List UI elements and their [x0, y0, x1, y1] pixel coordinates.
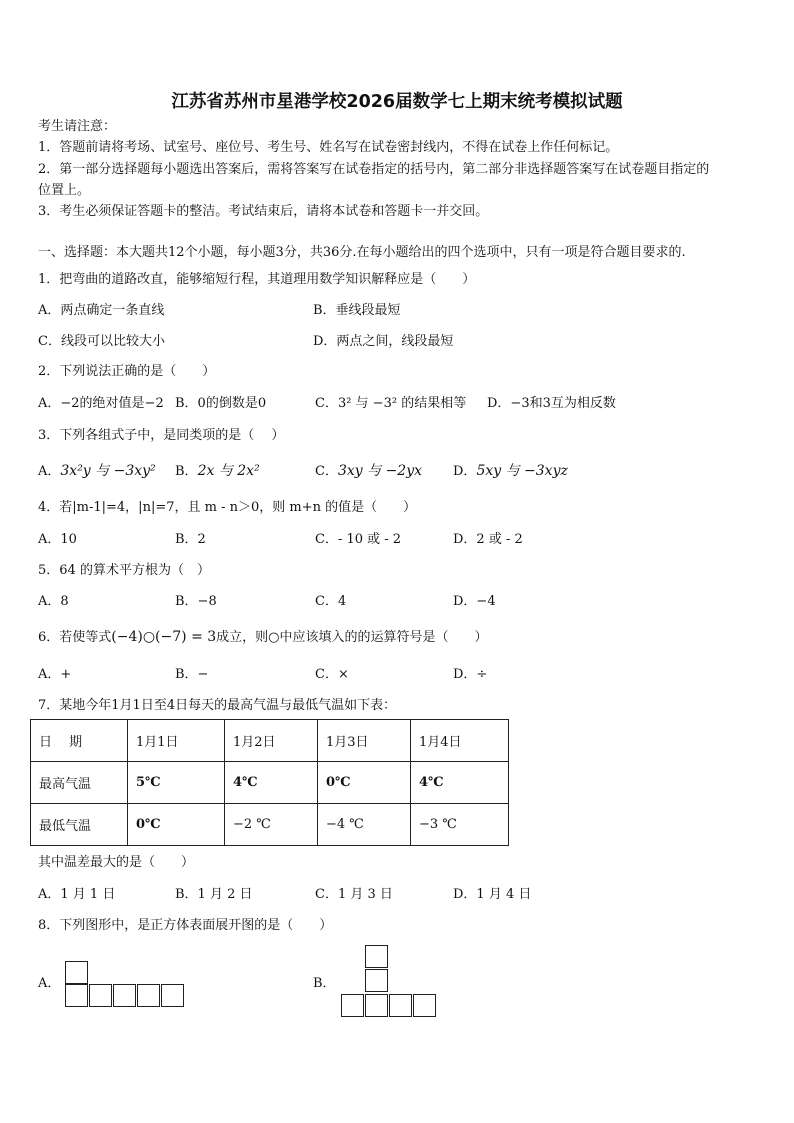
net-square: [161, 984, 184, 1007]
net-square: [89, 984, 112, 1007]
table-row: [31, 720, 509, 762]
notice-item-2-cont: 位置上。: [38, 183, 91, 198]
question-8-stem: 8．下列图形中，是正方体表面展开图的是（ ）: [38, 918, 333, 933]
table-cell: 0℃: [318, 762, 411, 804]
question-8-option-b: B．: [313, 976, 336, 991]
math-expression: (−4)○(−7) = 3: [111, 629, 217, 645]
table-cell: 1月3日: [318, 720, 411, 762]
math-expression: 3x²y 与 −3xy²: [60, 463, 156, 479]
table-cell: 最低气温: [31, 804, 128, 846]
table-cell: 日 期: [31, 720, 128, 762]
question-8-option-a: A．: [38, 976, 61, 991]
table-row: [31, 762, 509, 804]
question-7-stem: 7．某地今年1月1日至4日每天的最高气温与最低气温如下表：: [38, 698, 397, 713]
notice-item-1: 1．答题前请将考场、试室号、座位号、考生号、姓名写在试卷密封线内，不得在试卷上作任何标记。: [38, 140, 619, 155]
table-cell: 最高气温: [31, 762, 128, 804]
table-cell: 1月4日: [411, 720, 509, 762]
question-7-option-b: B．1 月 2 日: [175, 887, 253, 902]
question-5-option-b: B．−8: [175, 594, 217, 609]
question-3-option-a: [38, 463, 156, 480]
notice-heading: 考生请注意：: [38, 119, 117, 134]
table-cell: −4 ℃: [318, 804, 411, 846]
question-4-option-c: C．- 10 或 - 2: [315, 532, 402, 547]
table-cell: 1月2日: [225, 720, 318, 762]
question-4-stem: 4．若|m-1|=4，|n|=7，且 m - n＞0，则 m+n 的值是（ ）: [38, 500, 417, 515]
question-6-option-b: B．−: [175, 667, 209, 682]
question-4-option-a: A．10: [38, 532, 77, 547]
question-1-option-b: B．垂线段最短: [313, 303, 401, 318]
question-5-stem: 5．64 的算术平方根为（ ）: [38, 563, 210, 578]
temperature-table: [30, 719, 509, 846]
question-5-option-d: D．−4: [453, 594, 496, 609]
question-5-option-a: A．8: [38, 594, 69, 609]
table-row: [31, 804, 509, 846]
table-cell: −3 ℃: [411, 804, 509, 846]
question-1-option-d: D．两点之间，线段最短: [313, 334, 454, 349]
question-2-option-d: D．−3和3互为相反数: [487, 396, 616, 411]
question-3-stem: 3．下列各组式子中，是同类项的是（ ）: [38, 428, 285, 443]
math-expression: 5xy 与 −3xyz: [476, 463, 568, 479]
notice-item-3: 3．考生必须保证答题卡的整洁。考试结束后，请将本试卷和答题卡一并交回。: [38, 204, 489, 219]
net-square: [365, 945, 388, 968]
table-cell: −2 ℃: [225, 804, 318, 846]
net-square: [137, 984, 160, 1007]
page-title: 江苏省苏州市星港学校2026届数学七上期末统考模拟试题: [171, 92, 623, 112]
net-square: [413, 994, 436, 1017]
net-square: [113, 984, 136, 1007]
question-1-option-a: A．两点确定一条直线: [38, 303, 165, 318]
question-6-option-a: A．+: [38, 667, 72, 682]
question-7-option-d: D．1 月 4 日: [453, 887, 532, 902]
net-square: [365, 994, 388, 1017]
question-6-option-c: C．×: [315, 667, 349, 682]
table-cell: 4℃: [411, 762, 509, 804]
notice-item-2: 2．第一部分选择题每小题选出答案后，需将答案写在试卷指定的括号内，第二部分非选择题答案写在试卷题目指定的: [38, 162, 710, 177]
net-square: [389, 994, 412, 1017]
question-3-option-d: [453, 463, 568, 480]
math-expression: 2x 与 2x²: [197, 463, 260, 479]
table-cell: 0℃: [128, 804, 225, 846]
question-3-option-b: [175, 463, 260, 480]
question-5-option-c: C．4: [315, 594, 347, 609]
question-2-option-c: C．3² 与 −3² 的结果相等: [315, 396, 467, 411]
question-3-option-c: [315, 463, 422, 480]
table-cell: 1月1日: [128, 720, 225, 762]
question-4-option-b: B．2: [175, 532, 206, 547]
question-2-option-b: B．0的倒数是0: [175, 396, 267, 411]
option-label: B．: [175, 464, 198, 479]
math-expression: 3xy 与 −2yx: [337, 463, 423, 479]
stem-prefix: 6．若使等式: [38, 630, 112, 645]
question-7-follow: 其中温差最大的是（ ）: [38, 855, 195, 870]
stem-suffix: 成立，则○中应该填入的的运算符号是（ ）: [216, 630, 488, 645]
question-4-option-d: D．2 或 - 2: [453, 532, 523, 547]
question-6-stem: [38, 629, 488, 646]
net-square: [365, 969, 388, 992]
question-1-stem: 1．把弯曲的道路改直，能够缩短行程，其道理用数学知识解释应是（ ）: [38, 272, 476, 287]
option-label: C．: [315, 464, 338, 479]
question-6-option-d: D．÷: [453, 667, 488, 682]
question-2-stem: 2．下列说法正确的是（ ）: [38, 364, 216, 379]
section-heading: 一、选择题：本大题共12个小题，每小题3分，共36分.在每小题给出的四个选项中，只有一项是符合题目要求的.: [38, 245, 686, 260]
net-square: [65, 961, 88, 984]
question-7-option-a: A．1 月 1 日: [38, 887, 116, 902]
question-7-option-c: C．1 月 3 日: [315, 887, 393, 902]
option-label: A．: [38, 464, 61, 479]
question-2-option-a: A．−2的绝对值是−2: [38, 396, 164, 411]
question-1-option-c: C．线段可以比较大小: [38, 334, 165, 349]
net-square: [341, 994, 364, 1017]
table-cell: 5℃: [128, 762, 225, 804]
table-cell: 4℃: [225, 762, 318, 804]
option-label: D．: [453, 464, 477, 479]
net-square: [65, 984, 88, 1007]
